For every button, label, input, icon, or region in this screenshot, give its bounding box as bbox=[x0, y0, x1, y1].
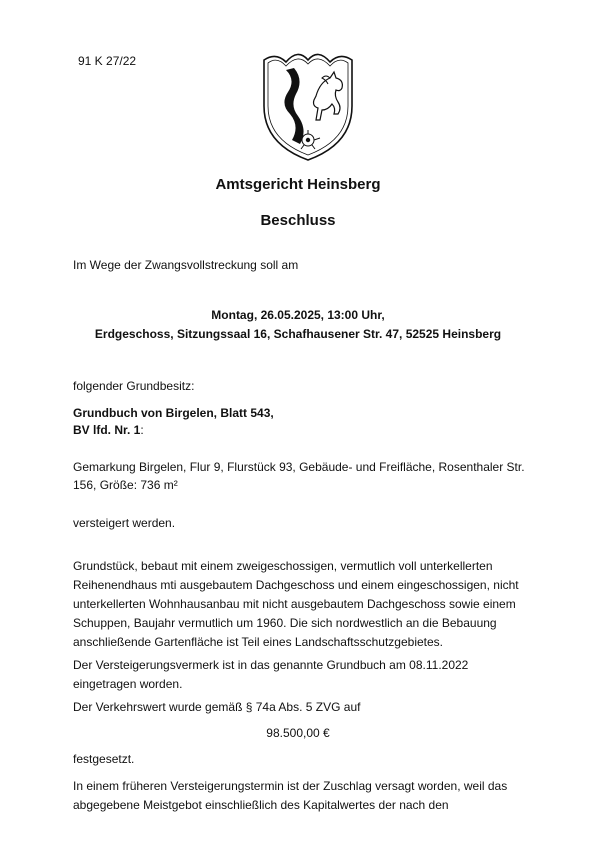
intro-text: Im Wege der Zwangsvollstreckung soll am bbox=[73, 258, 299, 272]
registration-line: Der Versteigerungsvermerk ist in das genannte Grundbuch am 08.11.2022 bbox=[73, 658, 469, 672]
property-intro: folgender Grundbesitz: bbox=[73, 379, 195, 393]
land-register: Grundbuch von Birgelen, Blatt 543, bbox=[73, 406, 274, 420]
bv-label: BV lfd. Nr. 1 bbox=[73, 423, 141, 437]
previous-line: In einem früheren Versteigerungstermin ist der Zuschlag versagt worden, weil das bbox=[73, 779, 508, 793]
description-line: Grundstück, bebaut mit einem zweigeschossigen, vermutlich voll unterkellerten bbox=[73, 559, 493, 573]
previous-line: abgegebene Meistgebot einschließlich des Kapitalwertes der nach den bbox=[73, 798, 449, 812]
value-end: festgesetzt. bbox=[73, 752, 135, 766]
date-line: Montag, 26.05.2025, 13:00 Uhr, bbox=[211, 308, 385, 322]
registration-line: eingetragen worden. bbox=[73, 677, 183, 691]
description-paragraph bbox=[73, 557, 543, 652]
parcel-line-2: 156, Größe: 736 m² bbox=[73, 478, 178, 492]
description-line: Reihenendhaus mti ausgebautem Dachgeschoss und einem eingeschossigen, nicht bbox=[73, 578, 519, 592]
auction-text: versteigert werden. bbox=[73, 516, 176, 530]
value-intro: Der Verkehrswert wurde gemäß § 74a Abs. 5 ZVG auf bbox=[73, 700, 361, 714]
document-title: Beschluss bbox=[260, 212, 336, 229]
bv-colon: : bbox=[140, 423, 144, 437]
previous-paragraph bbox=[73, 777, 543, 815]
description-line: unterkellerten Wohnhausanbau mit nicht ausgebautem Dachgeschoss sowie einem bbox=[73, 597, 516, 611]
coat-of-arms-icon bbox=[256, 44, 360, 164]
description-line: Schuppen, Baujahr vermutlich um 1960. Die sich nordwestlich an die Bebauung bbox=[73, 616, 497, 630]
bv-line bbox=[73, 421, 543, 440]
market-value: 98.500,00 € bbox=[266, 726, 330, 740]
registration-paragraph bbox=[73, 656, 543, 694]
description-line: anschließende Gartenfläche ist Teil eines Landschaftsschutzgebietes. bbox=[73, 635, 444, 649]
parcel-line-1: Gemarkung Birgelen, Flur 9, Flurstück 93, Gebäude- und Freifläche, Rosenthaler Str. bbox=[73, 460, 525, 474]
court-name: Amtsgericht Heinsberg bbox=[215, 176, 381, 193]
case-number: 91 K 27/22 bbox=[78, 54, 137, 68]
location-line: Erdgeschoss, Sitzungssaal 16, Schafhausener Str. 47, 52525 Heinsberg bbox=[94, 327, 502, 341]
